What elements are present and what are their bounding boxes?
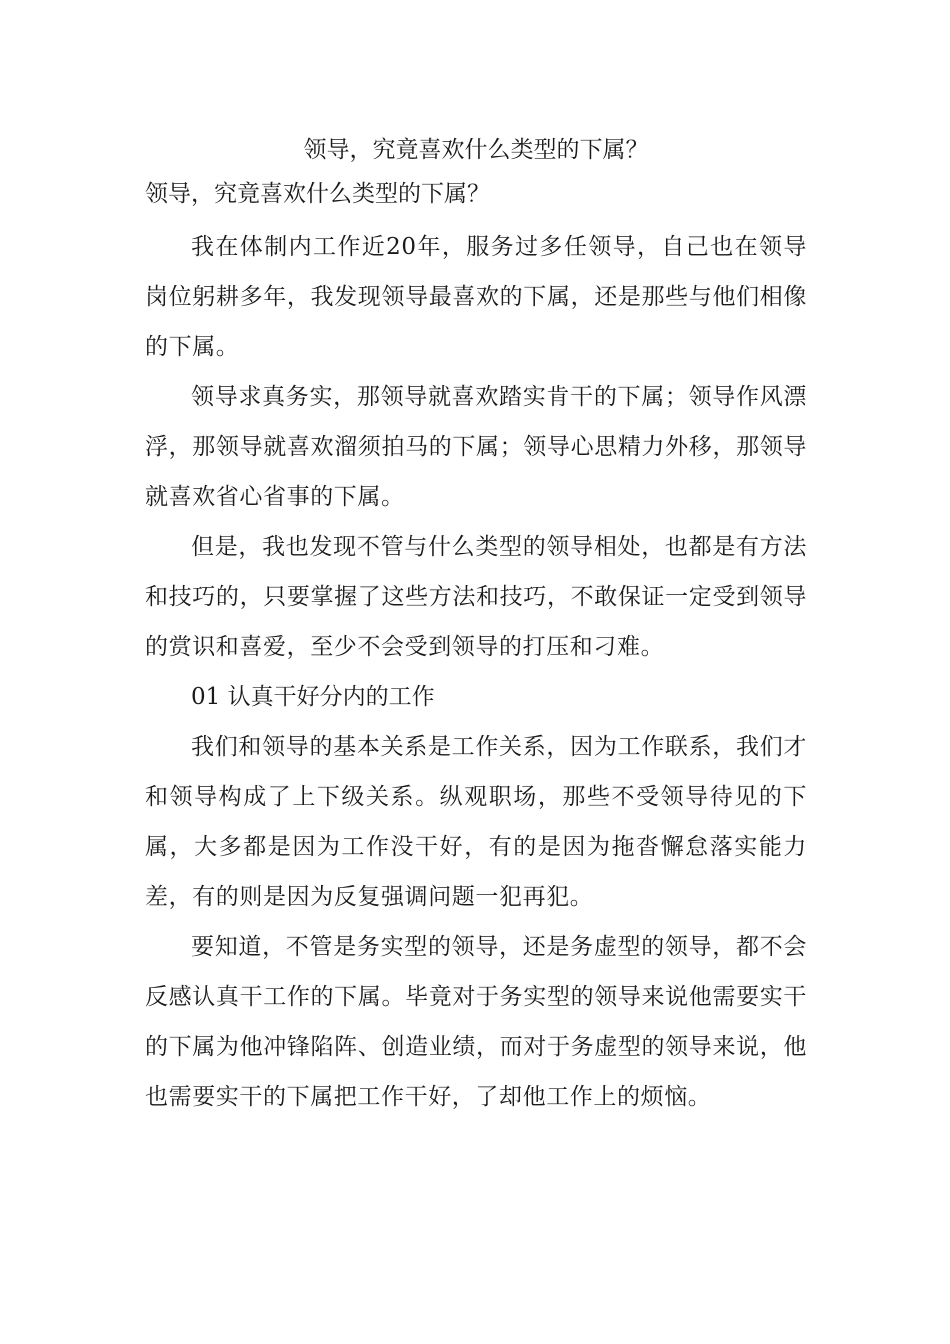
paragraph-intro: 我在体制内工作近20年，服务过多任领导，自己也在领导岗位躬耕多年，我发现领导最喜欢的下属，还是那些与他们相像的下属。 [145, 234, 807, 360]
paragraph-practical-work: 要知道，不管是务实型的领导，还是务虚型的领导，都不会反感认真干工作的下属。毕竟对于务实型的领导来说他需要实干的下属为他冲锋陷阵、创造业绩，而对于务虚型的领导来说，他也需要实干的下属把工作干好，了却他工作上的烦恼。 [145, 934, 807, 1110]
paragraph-work-relationship: 我们和领导的基本关系是工作关系，因为工作联系，我们才和领导构成了上下级关系。纵观职场，那些不受领导待见的下属，大多都是因为工作没干好，有的是因为拖沓懈怠落实能力差，有的则是因为反复强调问题一犯再犯。 [145, 734, 807, 910]
document-title: 领导，究竟喜欢什么类型的下属？ [303, 137, 649, 163]
section-heading: 01 认真干好分内的工作 [191, 684, 435, 710]
document-subtitle: 领导，究竟喜欢什么类型的下属？ [145, 181, 490, 207]
document-page [145, 128, 807, 1122]
paragraph-methods: 但是，我也发现不管与什么类型的领导相处，也都是有方法和技巧的，只要掌握了这些方法和技巧，不敢保证一定受到领导的赏识和喜爱，至少不会受到领导的打压和刁难。 [145, 534, 807, 660]
paragraph-leader-types: 领导求真务实，那领导就喜欢踏实肯干的下属；领导作风漂浮，那领导就喜欢溜须拍马的下属；领导心思精力外移，那领导就喜欢省心省事的下属。 [145, 384, 807, 510]
